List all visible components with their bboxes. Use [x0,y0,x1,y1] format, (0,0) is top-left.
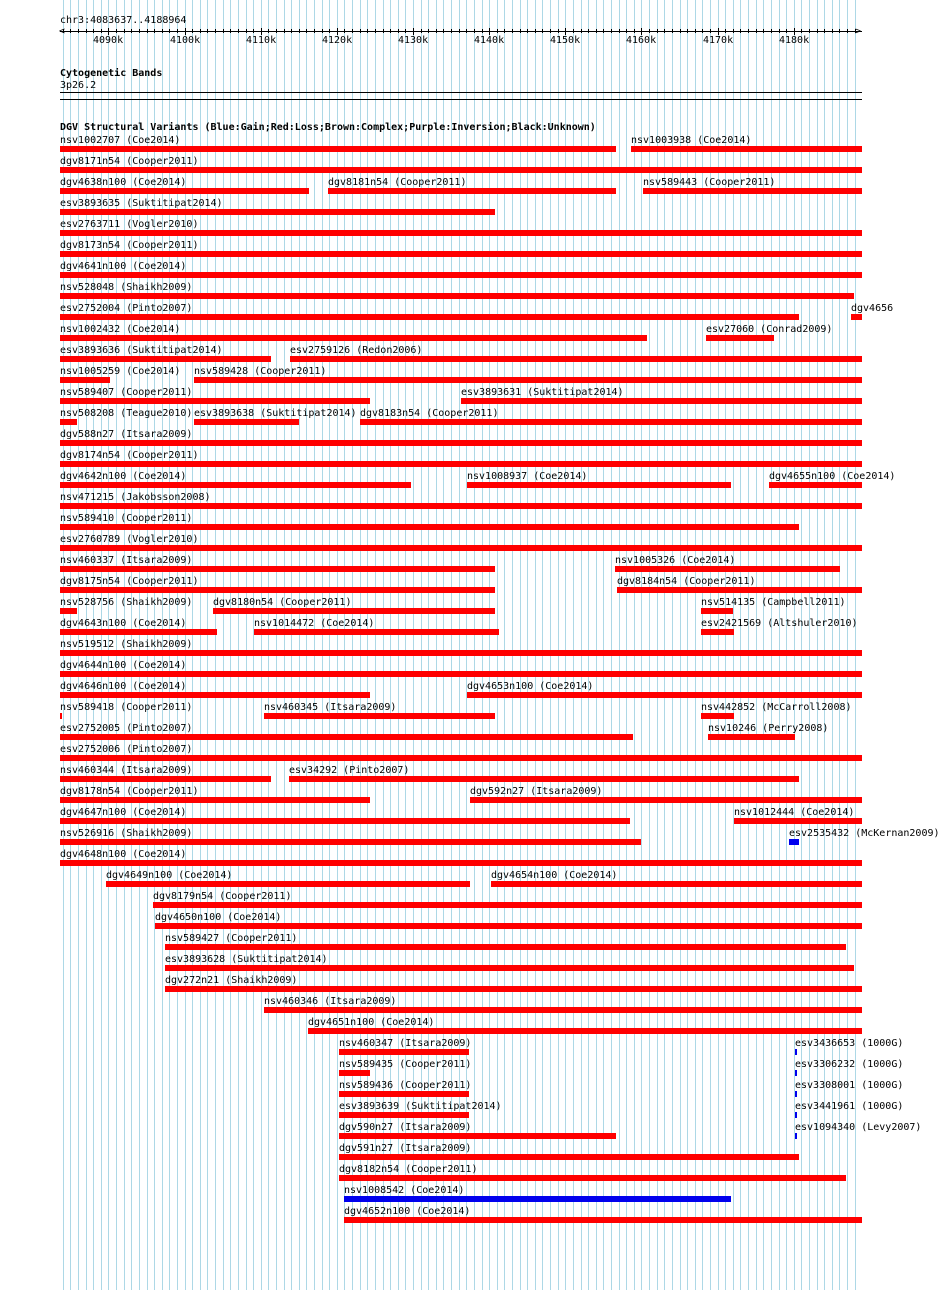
loss-variant-bar[interactable] [60,398,370,404]
feature-label[interactable]: dgv4642n100 (Coe2014) [60,471,187,482]
ruler-tick-label: 4160k [626,35,657,46]
ruler-minor-tick [116,29,117,33]
ruler-minor-tick [596,29,597,33]
feature-label[interactable]: nsv526916 (Shaikh2009) [60,828,193,839]
ruler-left-arrow: < [59,26,66,37]
feature-label[interactable]: dgv4650n100 (Coe2014) [155,912,282,923]
loss-variant-bar[interactable] [60,461,862,467]
gain-variant-bar[interactable] [795,1049,797,1055]
feature-label[interactable]: dgv8171n54 (Cooper2011) [60,156,199,167]
feature-label[interactable]: dgv4647n100 (Coe2014) [60,807,187,818]
ruler-minor-tick [200,29,201,33]
feature-label[interactable]: esv2752004 (Pinto2007) [60,303,193,314]
ruler-right-arrow: > [855,26,862,37]
ruler-minor-tick [177,29,178,33]
loss-variant-bar[interactable] [339,1070,370,1076]
feature-label[interactable]: esv2752006 (Pinto2007) [60,744,193,755]
loss-variant-bar[interactable] [254,629,499,635]
ruler-minor-tick [147,29,148,33]
loss-variant-bar[interactable] [339,1133,616,1139]
feature-label[interactable]: esv3893639 (Suktitipat2014) [339,1101,502,1112]
loss-variant-bar[interactable] [60,692,370,698]
ruler-minor-tick [192,29,193,33]
feature-label[interactable]: esv2760789 (Vogler2010) [60,534,199,545]
ruler-axis [60,31,862,32]
feature-label[interactable]: dgv4648n100 (Coe2014) [60,849,187,860]
ruler-tick-label: 4180k [779,35,810,46]
loss-variant-bar[interactable] [308,1028,862,1034]
ruler-minor-tick [573,29,574,33]
feature-label[interactable]: dgv4638n100 (Coe2014) [60,177,187,188]
loss-variant-bar[interactable] [60,755,862,761]
ruler-minor-tick [771,29,772,33]
ruler-minor-tick [230,29,231,33]
feature-label[interactable]: dgv590n27 (Itsara2009) [339,1122,472,1133]
ruler-minor-tick [588,29,589,33]
feature-label[interactable]: nsv589418 (Cooper2011) [60,702,193,713]
feature-label[interactable]: nsv1003938 (Coe2014) [631,135,752,146]
ruler-minor-tick [725,29,726,33]
feature-label[interactable]: dgv8174n54 (Cooper2011) [60,450,199,461]
ruler-major-tick [108,28,109,35]
loss-variant-bar[interactable] [60,524,799,530]
ruler-minor-tick [443,29,444,33]
loss-variant-bar[interactable] [60,860,862,866]
loss-variant-bar[interactable] [491,881,862,887]
feature-label[interactable]: nsv508208 (Teague2010) [60,408,193,419]
ruler-minor-tick [207,29,208,33]
loss-variant-bar[interactable] [60,839,641,845]
ruler-minor-tick [733,29,734,33]
ruler-major-tick [718,28,719,35]
feature-label[interactable]: dgv4651n100 (Coe2014) [308,1017,435,1028]
ruler-tick-label: 4120k [322,35,353,46]
ruler-minor-tick [344,29,345,33]
ruler-tick-label: 4140k [474,35,505,46]
loss-variant-bar[interactable] [290,356,862,362]
ruler-minor-tick [497,29,498,33]
ruler-minor-tick [169,29,170,33]
feature-label[interactable]: dgv4655n100 (Coe2014) [769,471,896,482]
feature-label[interactable]: dgv8181n54 (Cooper2011) [328,177,467,188]
ruler-minor-tick [246,29,247,33]
ruler-tick-label: 4110k [246,35,277,46]
loss-variant-bar[interactable] [360,419,862,425]
loss-variant-bar[interactable] [339,1175,846,1181]
ruler-minor-tick [581,29,582,33]
ruler-minor-tick [740,29,741,33]
dgv-track-title: DGV Structural Variants (Blue:Gain;Red:Loss;Brown:Complex;Purple:Inversion;Black:Unknown) [60,122,596,133]
ruler-minor-tick [748,29,749,33]
ruler-major-tick [565,28,566,35]
ruler-minor-tick [680,29,681,33]
feature-label[interactable]: nsv589428 (Cooper2011) [194,366,327,377]
ruler-minor-tick [695,29,696,33]
ruler-minor-tick [527,29,528,33]
feature-label[interactable]: nsv1002707 (Coe2014) [60,135,181,146]
ruler-minor-tick [70,29,71,33]
feature-label[interactable]: nsv1008937 (Coe2014) [467,471,588,482]
ruler-minor-tick [801,29,802,33]
feature-label[interactable]: nsv460345 (Itsara2009) [264,702,397,713]
ruler-tick-label: 4090k [93,35,124,46]
ruler-minor-tick [542,29,543,33]
ruler-minor-tick [93,29,94,33]
ruler-minor-tick [817,29,818,33]
loss-variant-bar[interactable] [734,818,862,824]
feature-label[interactable]: esv3893635 (Suktitipat2014) [60,198,223,209]
ruler-major-tick [641,28,642,35]
loss-variant-bar[interactable] [165,986,862,992]
loss-variant-bar[interactable] [60,167,862,173]
ruler-minor-tick [101,29,102,33]
ruler-minor-tick [390,29,391,33]
feature-label[interactable]: esv3893628 (Suktitipat2014) [165,954,328,965]
ruler-minor-tick [550,29,551,33]
loss-variant-bar[interactable] [153,902,862,908]
feature-label[interactable]: nsv10246 (Perry2008) [708,723,829,734]
feature-label[interactable]: esv3893636 (Suktitipat2014) [60,345,223,356]
ruler-major-tick [185,28,186,35]
locus-label: chr3:4083637..4188964 [60,15,187,26]
ruler-minor-tick [215,29,216,33]
loss-variant-bar[interactable] [60,776,271,782]
loss-variant-bar[interactable] [701,629,734,635]
loss-variant-bar[interactable] [60,713,62,719]
feature-label[interactable]: esv34292 (Pinto2007) [289,765,410,776]
loss-variant-bar[interactable] [60,818,630,824]
loss-variant-bar[interactable] [617,587,862,593]
feature-label[interactable]: nsv1014472 (Coe2014) [254,618,375,629]
feature-label[interactable]: dgv8184n54 (Cooper2011) [617,576,756,587]
feature-label[interactable]: nsv528756 (Shaikh2009) [60,597,193,608]
ruler-minor-tick [710,29,711,33]
feature-label[interactable]: nsv460346 (Itsara2009) [264,996,397,1007]
cytoband-line-bottom [60,99,862,100]
feature-label[interactable]: esv2752005 (Pinto2007) [60,723,193,734]
feature-label[interactable]: dgv4653n100 (Coe2014) [467,681,594,692]
ruler-minor-tick [124,29,125,33]
loss-variant-bar[interactable] [60,629,217,635]
ruler-minor-tick [763,29,764,33]
ruler-minor-tick [634,29,635,33]
feature-label[interactable]: nsv589436 (Cooper2011) [339,1080,472,1091]
ruler-minor-tick [847,29,848,33]
ruler-minor-tick [619,29,620,33]
feature-label[interactable]: dgv4654n100 (Coe2014) [491,870,618,881]
feature-label[interactable]: dgv592n27 (Itsara2009) [470,786,603,797]
ruler-minor-tick [756,29,757,33]
loss-variant-bar[interactable] [339,1154,799,1160]
ruler-minor-tick [779,29,780,33]
loss-variant-bar[interactable] [60,209,495,215]
ruler-minor-tick [603,29,604,33]
ruler-minor-tick [664,29,665,33]
ruler-minor-tick [276,29,277,33]
loss-variant-bar[interactable] [706,335,774,341]
ruler-minor-tick [268,29,269,33]
loss-variant-bar[interactable] [165,944,846,950]
feature-label[interactable]: esv2763711 (Vogler2010) [60,219,199,230]
feature-label[interactable]: nsv460344 (Itsara2009) [60,765,193,776]
feature-label[interactable]: nsv1008542 (Coe2014) [344,1185,465,1196]
ruler-minor-tick [466,29,467,33]
feature-label[interactable]: dgv272n21 (Shaikh2009) [165,975,298,986]
cytoband-line-top [60,92,862,93]
ruler-tick-label: 4150k [550,35,581,46]
ruler-minor-tick [398,29,399,33]
ruler-major-tick [794,28,795,35]
ruler-minor-tick [131,29,132,33]
ruler-minor-tick [314,29,315,33]
feature-label[interactable]: nsv589443 (Cooper2011) [643,177,776,188]
ruler-tick-label: 4100k [170,35,201,46]
loss-variant-bar[interactable] [155,923,862,929]
feature-label[interactable]: dgv8180n54 (Cooper2011) [213,597,352,608]
ruler-minor-tick [611,29,612,33]
loss-variant-bar[interactable] [60,482,411,488]
feature-label[interactable]: esv3306232 (1000G) [795,1059,904,1070]
ruler-minor-tick [299,29,300,33]
feature-label[interactable]: nsv514135 (Campbell2011) [701,597,846,608]
ruler-major-tick [489,28,490,35]
feature-label[interactable]: dgv8173n54 (Cooper2011) [60,240,199,251]
loss-variant-bar[interactable] [467,482,731,488]
loss-variant-bar[interactable] [60,797,370,803]
feature-label[interactable]: esv3441961 (1000G) [795,1101,904,1112]
gain-variant-bar[interactable] [795,1133,797,1139]
feature-label[interactable]: dgv8175n54 (Cooper2011) [60,576,199,587]
gain-variant-bar[interactable] [344,1196,731,1202]
ruler-major-tick [261,28,262,35]
feature-label[interactable]: dgv4649n100 (Coe2014) [106,870,233,881]
loss-variant-bar[interactable] [165,965,854,971]
feature-label[interactable]: dgv4643n100 (Coe2014) [60,618,187,629]
loss-variant-bar[interactable] [339,1091,469,1097]
ruler-minor-tick [520,29,521,33]
gain-variant-bar[interactable] [795,1070,797,1076]
ruler-minor-tick [405,29,406,33]
ruler-minor-tick [459,29,460,33]
ruler-minor-tick [702,29,703,33]
loss-variant-bar[interactable] [60,650,862,656]
loss-variant-bar[interactable] [328,188,616,194]
ruler-minor-tick [535,29,536,33]
loss-variant-bar[interactable] [213,608,495,614]
feature-label[interactable]: dgv591n27 (Itsara2009) [339,1143,472,1154]
feature-label[interactable]: dgv588n27 (Itsara2009) [60,429,193,440]
ruler-minor-tick [352,29,353,33]
loss-variant-bar[interactable] [467,692,862,698]
feature-label[interactable]: nsv1005326 (Coe2014) [615,555,736,566]
feature-label[interactable]: nsv589410 (Cooper2011) [60,513,193,524]
loss-variant-bar[interactable] [60,419,77,425]
ruler-major-tick [413,28,414,35]
loss-variant-bar[interactable] [615,566,840,572]
cytoband-track-title: Cytogenetic Bands [60,68,163,79]
loss-variant-bar[interactable] [851,314,862,320]
ruler-minor-tick [558,29,559,33]
loss-variant-bar[interactable] [60,503,862,509]
loss-variant-bar[interactable] [339,1112,469,1118]
feature-label[interactable]: dgv4652n100 (Coe2014) [344,1206,471,1217]
ruler-minor-tick [86,29,87,33]
ruler-minor-tick [162,29,163,33]
loss-variant-bar[interactable] [344,1217,862,1223]
feature-label[interactable]: dgv4646n100 (Coe2014) [60,681,187,692]
loss-variant-bar[interactable] [708,734,795,740]
ruler-minor-tick [626,29,627,33]
ruler-tick-label: 4170k [703,35,734,46]
ruler-minor-tick [284,29,285,33]
loss-variant-bar[interactable] [60,566,495,572]
ruler-minor-tick [428,29,429,33]
feature-label[interactable]: nsv1005259 (Coe2014) [60,366,181,377]
loss-variant-bar[interactable] [60,671,862,677]
feature-label[interactable]: dgv4641n100 (Coe2014) [60,261,187,272]
ruler-minor-tick [253,29,254,33]
loss-variant-bar[interactable] [60,335,647,341]
ruler-minor-tick [436,29,437,33]
feature-label[interactable]: nsv528048 (Shaikh2009) [60,282,193,293]
feature-label[interactable]: esv2535432 (McKernan2009) [789,828,940,839]
feature-label[interactable]: nsv589435 (Cooper2011) [339,1059,472,1070]
feature-label[interactable]: nsv460337 (Itsara2009) [60,555,193,566]
loss-variant-bar[interactable] [60,440,862,446]
feature-label[interactable]: esv2421569 (Altshuler2010) [701,618,858,629]
loss-variant-bar[interactable] [60,545,862,551]
feature-label[interactable]: dgv8183n54 (Cooper2011) [360,408,499,419]
ruler-minor-tick [291,29,292,33]
loss-variant-bar[interactable] [701,713,734,719]
ruler-minor-tick [832,29,833,33]
ruler-minor-tick [383,29,384,33]
loss-variant-bar[interactable] [643,188,862,194]
ruler-tick-label: 4130k [398,35,429,46]
ruler-minor-tick [154,29,155,33]
loss-variant-bar[interactable] [106,881,470,887]
ruler-minor-tick [482,29,483,33]
ruler-minor-tick [139,29,140,33]
ruler-minor-tick [512,29,513,33]
loss-variant-bar[interactable] [60,293,854,299]
ruler-minor-tick [421,29,422,33]
loss-variant-bar[interactable] [60,314,799,320]
ruler-minor-tick [474,29,475,33]
loss-variant-bar[interactable] [461,398,862,404]
loss-variant-bar[interactable] [701,608,733,614]
feature-label[interactable]: dgv8178n54 (Cooper2011) [60,786,199,797]
feature-label[interactable]: nsv442852 (McCarroll2008) [701,702,852,713]
ruler-major-tick [337,28,338,35]
ruler-minor-tick [306,29,307,33]
feature-label[interactable]: nsv460347 (Itsara2009) [339,1038,472,1049]
ruler-minor-tick [367,29,368,33]
loss-variant-bar[interactable] [339,1049,469,1055]
loss-variant-bar[interactable] [194,377,862,383]
feature-label[interactable]: esv3893638 (Suktitipat2014) [194,408,357,419]
ruler-minor-tick [451,29,452,33]
feature-label[interactable]: esv27060 (Conrad2009) [706,324,833,335]
loss-variant-bar[interactable] [60,734,633,740]
loss-variant-bar[interactable] [194,419,299,425]
feature-label[interactable]: dgv8182n54 (Cooper2011) [339,1164,478,1175]
feature-label[interactable]: nsv589427 (Cooper2011) [165,933,298,944]
loss-variant-bar[interactable] [631,146,862,152]
feature-label[interactable]: esv1094340 (Levy2007) [795,1122,922,1133]
feature-label[interactable]: dgv8179n54 (Cooper2011) [153,891,292,902]
feature-label[interactable]: dgv4644n100 (Coe2014) [60,660,187,671]
loss-variant-bar[interactable] [60,377,110,383]
gain-variant-bar[interactable] [795,1112,797,1118]
ruler-minor-tick [657,29,658,33]
feature-label[interactable]: dgv4656 [851,303,894,314]
gain-variant-bar[interactable] [789,839,799,845]
loss-variant-bar[interactable] [769,482,862,488]
feature-label[interactable]: esv3436653 (1000G) [795,1038,904,1049]
loss-variant-bar[interactable] [60,251,862,257]
ruler-minor-tick [504,29,505,33]
ruler-minor-tick [329,29,330,33]
ruler-minor-tick [687,29,688,33]
feature-label[interactable]: nsv1012444 (Coe2014) [734,807,855,818]
loss-variant-bar[interactable] [470,797,862,803]
loss-variant-bar[interactable] [60,587,495,593]
ruler-minor-tick [238,29,239,33]
ruler-minor-tick [824,29,825,33]
feature-label[interactable]: esv3308001 (1000G) [795,1080,904,1091]
loss-variant-bar[interactable] [60,188,309,194]
ruler-minor-tick [223,29,224,33]
ruler-minor-tick [672,29,673,33]
feature-label[interactable]: esv2759126 (Redon2006) [290,345,423,356]
gain-variant-bar[interactable] [795,1091,797,1097]
feature-label[interactable]: nsv519512 (Shaikh2009) [60,639,193,650]
ruler-minor-tick [78,29,79,33]
loss-variant-bar[interactable] [60,356,271,362]
feature-label[interactable]: nsv471215 (Jakobsson2008) [60,492,211,503]
loss-variant-bar[interactable] [60,608,77,614]
ruler-minor-tick [649,29,650,33]
ruler-minor-tick [375,29,376,33]
ruler-minor-tick [809,29,810,33]
ruler-minor-tick [786,29,787,33]
ruler-minor-tick [360,29,361,33]
loss-variant-bar[interactable] [289,776,799,782]
loss-variant-bar[interactable] [60,146,616,152]
feature-label[interactable]: nsv1002432 (Coe2014) [60,324,181,335]
loss-variant-bar[interactable] [264,713,495,719]
feature-label[interactable]: esv3893631 (Suktitipat2014) [461,387,624,398]
cytoband-label[interactable]: 3p26.2 [60,80,97,91]
feature-label[interactable]: nsv589407 (Cooper2011) [60,387,193,398]
loss-variant-bar[interactable] [60,230,862,236]
ruler-minor-tick [322,29,323,33]
loss-variant-bar[interactable] [60,272,862,278]
ruler-minor-tick [839,29,840,33]
loss-variant-bar[interactable] [264,1007,862,1013]
